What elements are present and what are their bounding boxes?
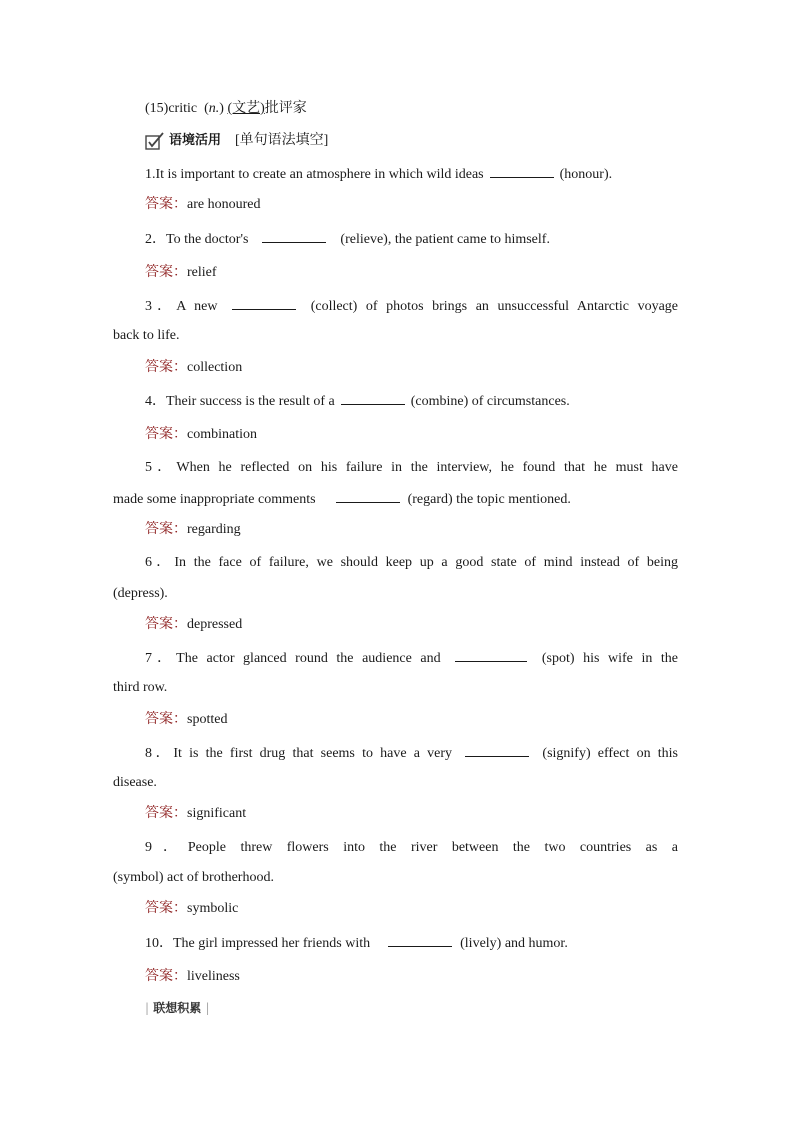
vocab-word: critic [168, 101, 198, 116]
answer-label: 答案： [145, 427, 187, 442]
question-6: 6．In the face of failure, we should keep up a good state of mind instead of being [145, 555, 678, 570]
answer-label: 答案： [145, 197, 187, 212]
vocab-meaning: 批评家 [264, 101, 307, 116]
answer-blank [455, 649, 527, 662]
question-9-cont: (symbol) act of brotherhood. [113, 870, 274, 885]
answer-blank [490, 165, 554, 178]
answer-blank [262, 230, 326, 243]
answer-6: 答案：depressed [145, 617, 243, 632]
answer-3: 答案：collection [145, 360, 243, 375]
answer-4: 答案：combination [145, 427, 257, 442]
answer-label: 答案： [145, 712, 187, 727]
question-7: 7．The actor glanced round the audience and (spot) his wife in the [145, 651, 679, 666]
answer-7: 答案：spotted [145, 712, 228, 727]
question-1: 1.It is important to create an atmosphere in which wild ideas (honour). [145, 167, 613, 182]
question-4: 4．Their success is the result of a (combine) of circumstances. [145, 394, 570, 409]
section-label: 语境活用 [169, 133, 222, 148]
answer-1: 答案：are honoured [145, 197, 261, 212]
question-8: 8．It is the first drug that seems to have a very (signify) effect on this [145, 746, 679, 761]
answer-label: 答案： [145, 806, 187, 821]
answer-label: 答案： [145, 360, 187, 375]
answer-label: 答案： [145, 617, 187, 632]
answer-label: 答案： [145, 901, 187, 916]
question-3-cont: back to life. [113, 328, 180, 343]
question-3: 3．A new (collect) of photos brings an unsuccessful Antarctic voyage [145, 299, 679, 314]
section-tag-associations: | 联想积累 | [145, 1001, 210, 1015]
answer-2: 答案：relief [145, 265, 217, 280]
answer-blank [336, 490, 400, 503]
section-header [145, 132, 678, 156]
vocab-meaning-domain: (文艺) [227, 101, 265, 116]
question-8-cont: disease. [113, 775, 157, 790]
question-5: 5．When he reflected on his failure in the interview, he found that he must have [145, 460, 678, 475]
answer-blank [465, 744, 529, 757]
answer-blank [388, 934, 452, 947]
question-5-cont: made some inappropriate comments (regard) the topic mentioned. [113, 492, 571, 507]
answer-label: 答案： [145, 265, 187, 280]
question-7-cont: third row. [113, 680, 168, 695]
question-10: 10．The girl impressed her friends with (lively) and humor. [145, 936, 568, 951]
question-2: 2．To the doctor's (relieve), the patient came to himself. [145, 232, 550, 247]
answer-5: 答案：regarding [145, 522, 241, 537]
vocab-pos: n. [208, 101, 220, 116]
answer-9: 答案：symbolic [145, 901, 239, 916]
answer-label: 答案： [145, 969, 187, 984]
vocab-entry: (15)critic (n.) (文艺)批评家 [145, 101, 307, 116]
answer-10: 答案：liveliness [145, 969, 240, 984]
question-6-cont: (depress). [113, 586, 168, 601]
vocab-number: (15) [145, 101, 169, 116]
answer-blank [232, 297, 296, 310]
answer-8: 答案：significant [145, 806, 247, 821]
checkbox-pencil-icon [145, 132, 165, 150]
answer-blank [341, 392, 405, 405]
section-subtitle: [单句语法填空] [235, 133, 329, 148]
answer-label: 答案： [145, 522, 187, 537]
question-9: 9．People threw flowers into the river between the two countries as a [145, 840, 678, 855]
